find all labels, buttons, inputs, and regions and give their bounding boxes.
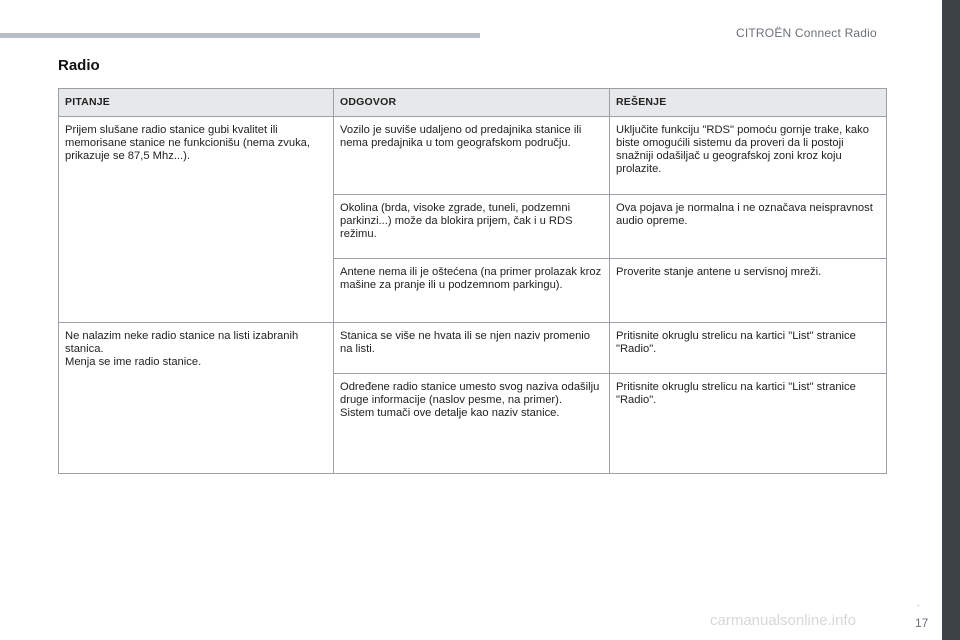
answer-cell: Određene radio stanice umesto svog naziva odašilju druge informacije (naslov pesme, na primer). Sistem tumači ove detalje kao naziv stanice. (334, 374, 610, 474)
answer-cell: Stanica se više ne hvata ili se njen naziv promenio na listi. (334, 323, 610, 374)
watermark: carmanualsonline.info (710, 612, 856, 629)
header-title: CITROËN Connect Radio (736, 26, 877, 40)
page-number: 17 (915, 616, 929, 630)
column-header-solution: REŠENJE (610, 89, 887, 117)
answer-cell: Okolina (brda, visoke zgrade, tuneli, podzemni parkinzi...) može da blokira prijem, čak i u RDS režimu. (334, 195, 610, 259)
answer-cell: Vozilo je suviše udaljeno od predajnika stanice ili nema predajnika u tom geografskom području. (334, 117, 610, 195)
section-title: Radio (58, 57, 100, 74)
solution-cell: Proverite stanje antene u servisnoj mreži. (610, 259, 887, 323)
right-edge-band (942, 0, 960, 640)
table-row (59, 323, 887, 374)
question-cell: Ne nalazim neke radio stanice na listi izabranih stanica. Menja se ime radio stanice. (59, 323, 334, 474)
table-row (59, 117, 887, 195)
footer-dot: . (917, 598, 920, 608)
solution-cell: Ova pojava je normalna i ne označava neispravnost audio opreme. (610, 195, 887, 259)
solution-cell: Pritisnite okruglu strelicu na kartici "List" stranice "Radio". (610, 374, 887, 474)
column-header-answer: ODGOVOR (334, 89, 610, 117)
faq-table (58, 88, 887, 474)
column-header-question: PITANJE (59, 89, 334, 117)
question-cell: Prijem slušane radio stanice gubi kvalitet ili memorisane stanice ne funkcionišu (nema zvuka, prikazuje se 87,5 Mhz...). (59, 117, 334, 323)
solution-cell: Uključite funkciju "RDS" pomoću gornje trake, kako biste omogućili sistemu da proveri da li postoji snažniji odašiljač u geografskoj zoni kroz koju prolazite. (610, 117, 887, 195)
answer-cell: Antene nema ili je oštećena (na primer prolazak kroz mašine za pranje ili u podzemnom parkingu). (334, 259, 610, 323)
table-header-row (59, 89, 887, 117)
solution-cell: Pritisnite okruglu strelicu na kartici "List" stranice "Radio". (610, 323, 887, 374)
top-rule (0, 33, 480, 38)
